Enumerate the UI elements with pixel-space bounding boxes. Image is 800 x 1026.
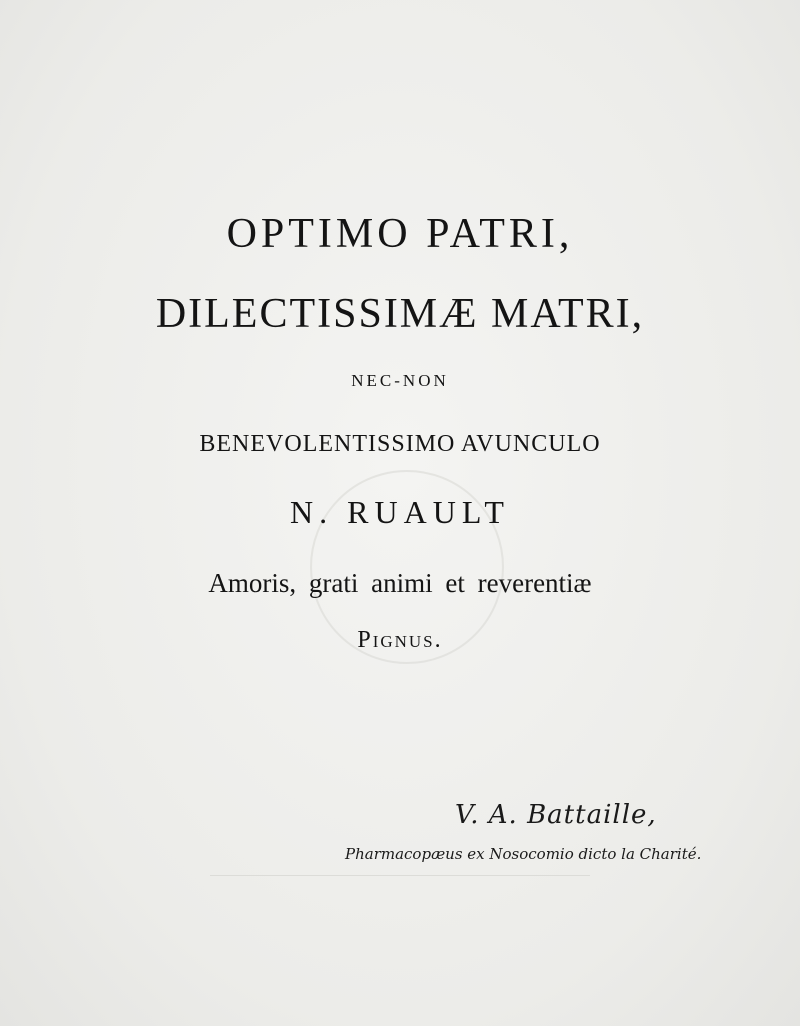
dedication-conjunction: NEC-NON (351, 371, 449, 390)
bleed-through-rule (210, 875, 590, 876)
dedication-pledge: Pignus. (357, 627, 443, 653)
dedication-uncle-name: N. RUAULT (290, 494, 510, 530)
dedication-mother: DILECTISSIMÆ MATRI, (155, 291, 645, 337)
author-title: Pharmacopæus ex Nosocomio dicto la Charité. (345, 845, 702, 863)
bleed-through-texture (0, 52, 800, 119)
dedication-uncle: BENEVOLENTISSIMO AVUNCULO (199, 431, 601, 457)
dedication-sentiment: Amoris, grati animi et reverentiæ (208, 568, 592, 598)
dedication-father: OPTIMO PATRI, (226, 211, 574, 257)
author-signature: V. A. Battaille, (455, 800, 657, 830)
